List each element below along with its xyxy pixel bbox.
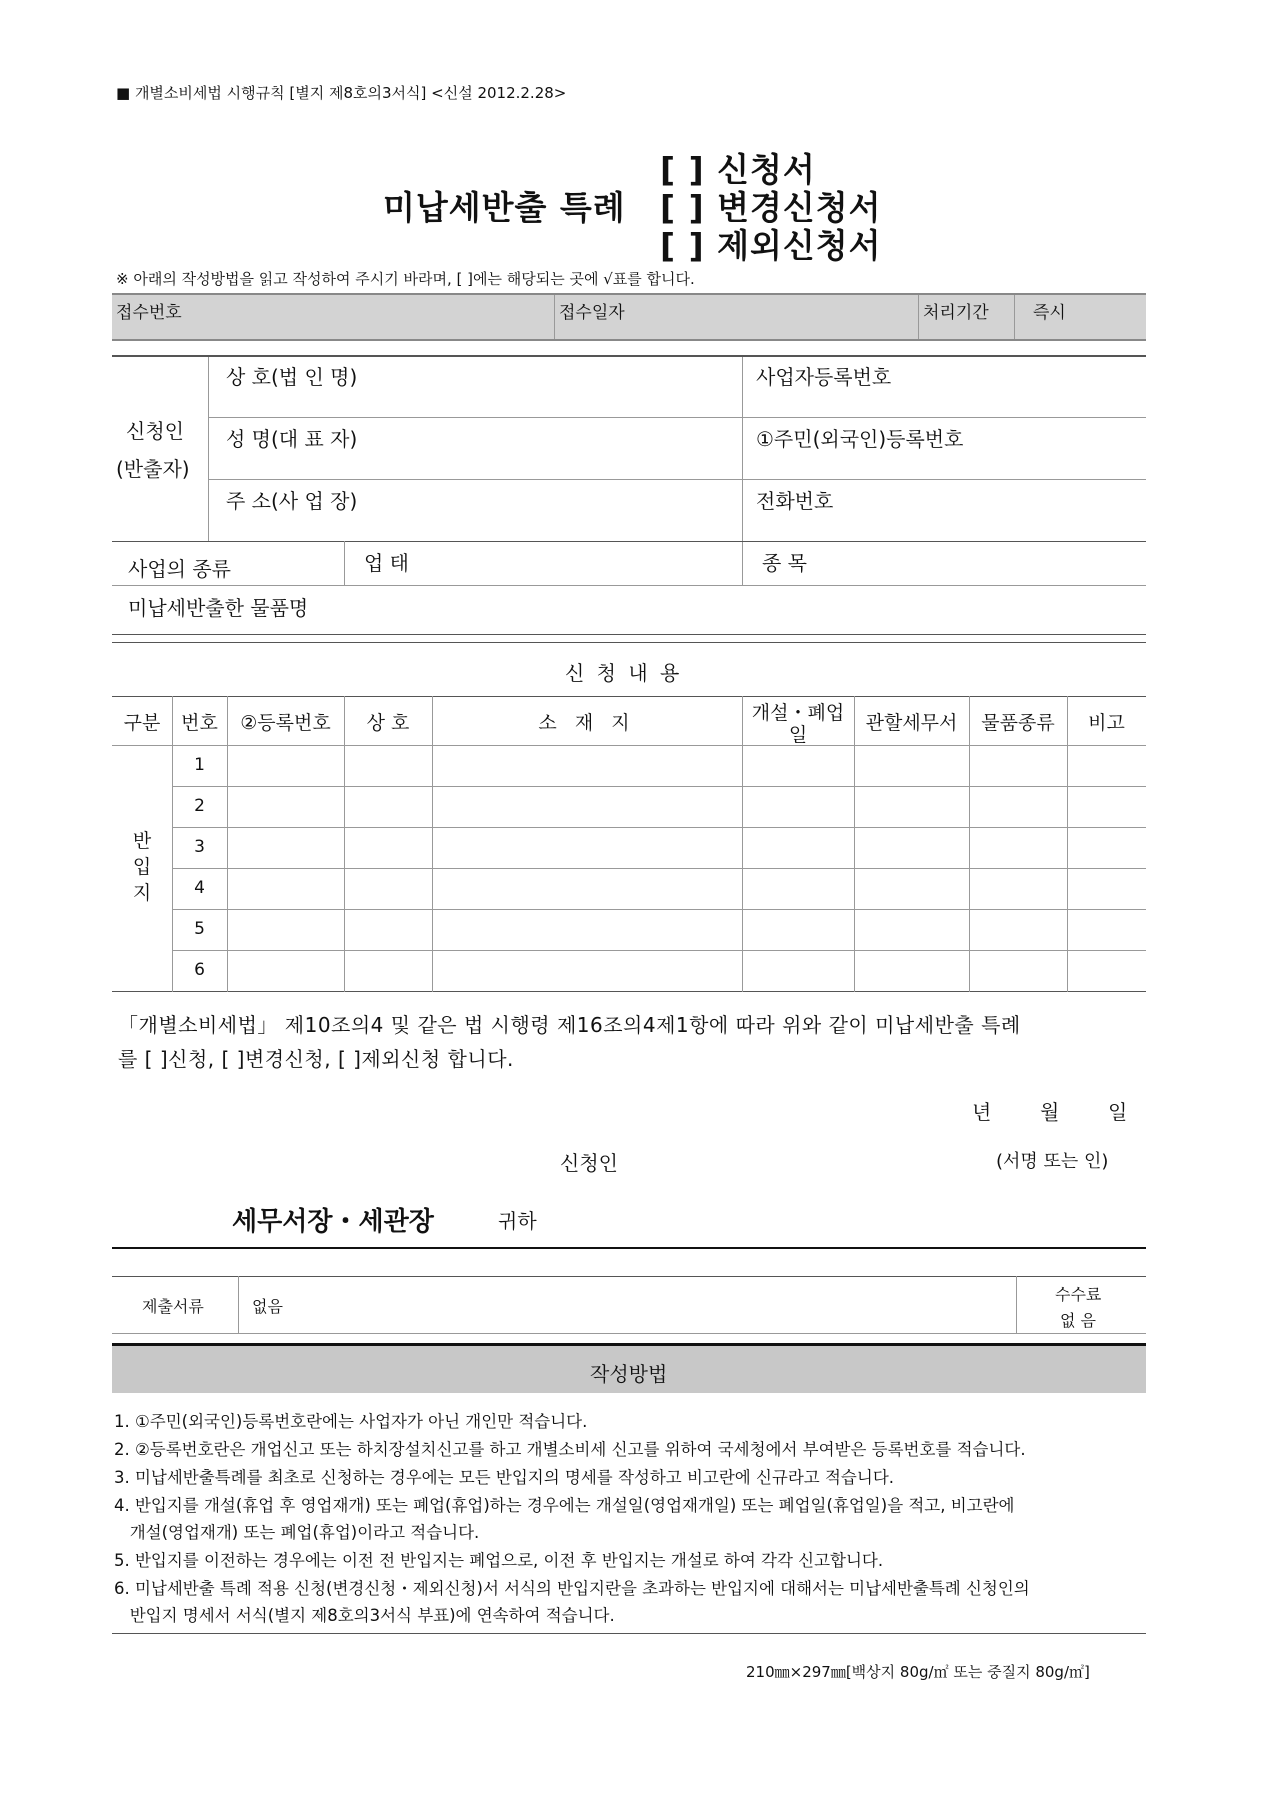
business-category-field[interactable]: 업 태: [364, 551, 409, 575]
header-goods-type: 물품종류: [981, 712, 1055, 734]
date-month[interactable]: 월: [1040, 1100, 1060, 1124]
method-item: 2. ②등록번호란은 개업신고 또는 하치장설치신고를 하고 개별소비세 신고를 위하여 국세청에서 부여받은 등록번호를 적습니다.: [114, 1440, 1026, 1459]
application-table: [112, 696, 1146, 993]
row-number: 2: [194, 796, 205, 816]
form-title-main: 미납세반출 특례: [383, 188, 626, 227]
row-number: 5: [194, 919, 205, 939]
signer-label: 신청인: [560, 1151, 618, 1175]
receipt-number-field[interactable]: 접수번호: [116, 303, 182, 323]
title-option-application[interactable]: [ ] 신청서: [660, 150, 816, 189]
representative-name-field[interactable]: 성 명(대 표 자): [226, 427, 358, 451]
applicant-label: 신청인: [126, 419, 184, 443]
header-category: 구분: [123, 712, 161, 734]
writing-method-header: [112, 1343, 1146, 1393]
processing-period-label: 처리기간: [923, 303, 989, 323]
method-item: 3. 미납세반출특례를 최초로 신청하는 경우에는 모든 반입지의 명세를 작성하고 비고란에 신규라고 적습니다.: [114, 1468, 894, 1487]
header-location: 소 재 지: [538, 712, 636, 734]
header-number: 번호: [181, 712, 218, 734]
method-item: 개설(영업재개) 또는 폐업(휴업)이라고 적습니다.: [114, 1523, 480, 1542]
business-type-label: 사업의 종류: [128, 557, 231, 581]
recipient: 세무서장・세관장: [232, 1207, 434, 1237]
writing-method-title: 작성방법: [590, 1362, 668, 1386]
method-item: 4. 반입지를 개설(휴업 후 영업재개) 또는 폐업(휴업)하는 경우에는 개설일(영업재개일) 또는 폐업일(휴업일)을 적고, 비고란에: [114, 1496, 1015, 1515]
documents-value: 없음: [252, 1297, 283, 1316]
header-tax-office: 관할세무서: [865, 712, 958, 734]
signature-field[interactable]: (서명 또는 인): [996, 1151, 1109, 1172]
receipt-band: [112, 293, 1146, 341]
receipt-date-field[interactable]: 접수일자: [559, 303, 625, 323]
business-item-field[interactable]: 종 목: [762, 551, 807, 575]
paper-spec: 210㎜×297㎜[백상지 80g/㎡ 또는 중질지 80g/㎡]: [746, 1663, 1090, 1681]
company-name-field[interactable]: 상 호(법 인 명): [226, 365, 358, 389]
row-number: 4: [194, 878, 205, 898]
header-open-close: 개설・폐업: [751, 702, 845, 724]
row-number: 3: [194, 837, 205, 857]
processing-period-value: 즉시: [1033, 303, 1066, 323]
fee-label: 수수료: [1055, 1285, 1102, 1304]
title-option-exclusion-application[interactable]: [ ] 제외신청서: [660, 226, 882, 265]
documents-row: [112, 1276, 1146, 1334]
date-year[interactable]: 년: [972, 1100, 992, 1124]
group-label-1: 반: [132, 830, 152, 852]
applicant-section: [112, 355, 1146, 585]
row-number: 6: [194, 960, 205, 980]
instruction-note: ※ 아래의 작성방법을 읽고 작성하여 주시기 바라며, [ ]에는 해당되는 곳에 √표를 합니다.: [116, 270, 695, 288]
header-reg-no: ②등록번호: [240, 712, 331, 734]
statement-line-1: 「개별소비세법」 제10조의4 및 같은 법 시행령 제16조의4제1항에 따라 위와 같이 미납세반출 특례: [118, 1013, 1021, 1037]
business-reg-no-field[interactable]: 사업자등록번호: [756, 365, 892, 389]
statement-line-2: 를 [ ]신청, [ ]변경신청, [ ]제외신청 합니다.: [118, 1047, 514, 1071]
honorific: 귀하: [498, 1209, 537, 1233]
group-label-3: 지: [132, 882, 152, 904]
method-item: 반입지 명세서 서식(별지 제8호의3서식 부표)에 연속하여 적습니다.: [114, 1606, 615, 1625]
method-item: 5. 반입지를 이전하는 경우에는 이전 전 반입지는 폐업으로, 이전 후 반입지는 개설로 하여 각각 신고합니다.: [114, 1551, 884, 1570]
date-day[interactable]: 일: [1108, 1100, 1128, 1124]
header-remarks: 비고: [1088, 712, 1125, 734]
fee-value: 없 음: [1060, 1311, 1096, 1330]
group-label-2: 입: [132, 856, 152, 878]
phone-field[interactable]: 전화번호: [756, 489, 834, 513]
resident-no-field[interactable]: ①주민(외국인)등록번호: [756, 427, 964, 451]
method-item: 6. 미납세반출 특례 적용 신청(변경신청・제외신청)서 서식의 반입지란을 초과하는 반입지에 대해서는 미납세반출특례 신청인의: [114, 1579, 1030, 1598]
goods-name-field[interactable]: 미납세반출한 물품명: [128, 596, 309, 620]
row-number: 1: [194, 755, 205, 775]
header-company: 상 호: [366, 712, 410, 734]
applicant-sub-label: (반출자): [116, 457, 190, 481]
documents-label: 제출서류: [142, 1297, 204, 1316]
address-field[interactable]: 주 소(사 업 장): [226, 489, 358, 513]
title-option-change-application[interactable]: [ ] 변경신청서: [660, 188, 882, 227]
method-item: 1. ①주민(외국인)등록번호란에는 사업자가 아닌 개인만 적습니다.: [114, 1412, 588, 1431]
form-reference-header: ■ 개별소비세법 시행규칙 [별지 제8호의3서식] <신설 2012.2.28>: [116, 84, 567, 102]
application-contents-title: 신 청 내 용: [565, 661, 683, 685]
header-open-close-date: 일: [788, 724, 808, 746]
